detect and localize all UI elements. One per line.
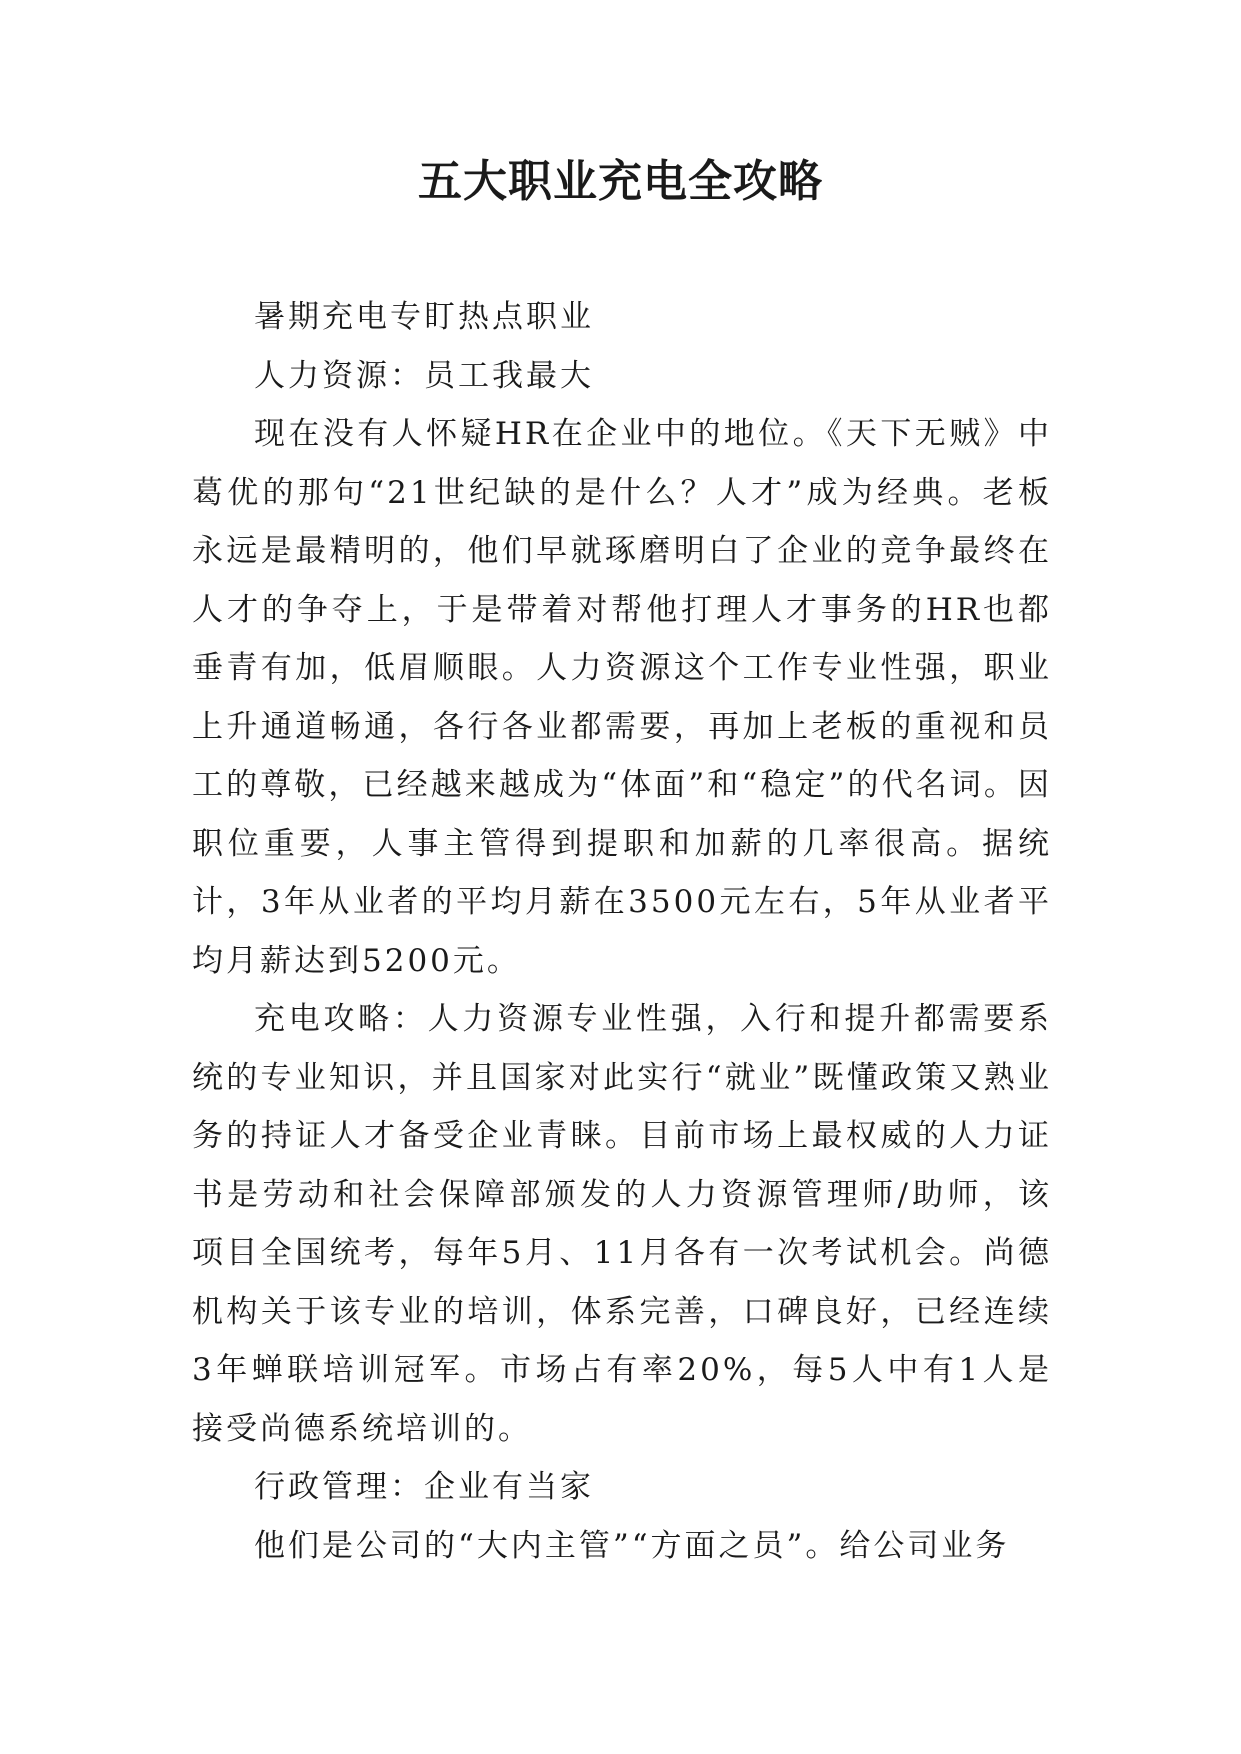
section-heading-hr: 人力资源：员工我最大 <box>254 357 594 394</box>
paragraph-hr-intro: 现在没有人怀疑HR在企业中的地位。《天下无贼》中葛优的那句“21世纪缺的是什么？人才”成为经典。老板永远是最精明的，他们早就琢磨明白了企业的竞争最终在人才的争夺上，于是带着对帮他打理人才事务的HR也都垂青有加，低眉顺眼。人力资源这个工作专业性强，职业上升通道畅通，各行各业都需要，再加上老板的重视和员工的尊敬，已经越来越成为“体面”和“稳定”的代名词。因职位重要，人事主管得到提职和加薪的几率很高。据统计，3年从业者的平均月薪在3500元左右，5年从业者平均月薪达到5200元。 <box>192 416 1052 979</box>
subheading-summer-charge: 暑期充电专盯热点职业 <box>254 299 594 335</box>
paragraph-hr-strategy: 充电攻略：人力资源专业性强，入行和提升都需要系统的专业知识，并且国家对此实行“就业”既懂政策又熟业务的持证人才备受企业青睐。目前市场上最权威的人力证书是劳动和社会保障部颁发的人力资源管理师/助师，该项目全国统考，每年5月、11月各有一次考试机会。尚德机构关于该专业的培训，体系完善，口碑良好，已经连续3年蝉联培训冠军。市场占有率20%，每5人中有1人是接受尚德系统培训的。 <box>192 1001 1052 1447</box>
paragraph-admin-intro: 他们是公司的“大内主管”“方面之员”。给公司业务 <box>254 1527 1010 1564</box>
document-body <box>192 288 1052 1575</box>
document-title: 五大职业充电全攻略 <box>418 156 823 207</box>
section-heading-admin: 行政管理：企业有当家 <box>254 1469 594 1505</box>
